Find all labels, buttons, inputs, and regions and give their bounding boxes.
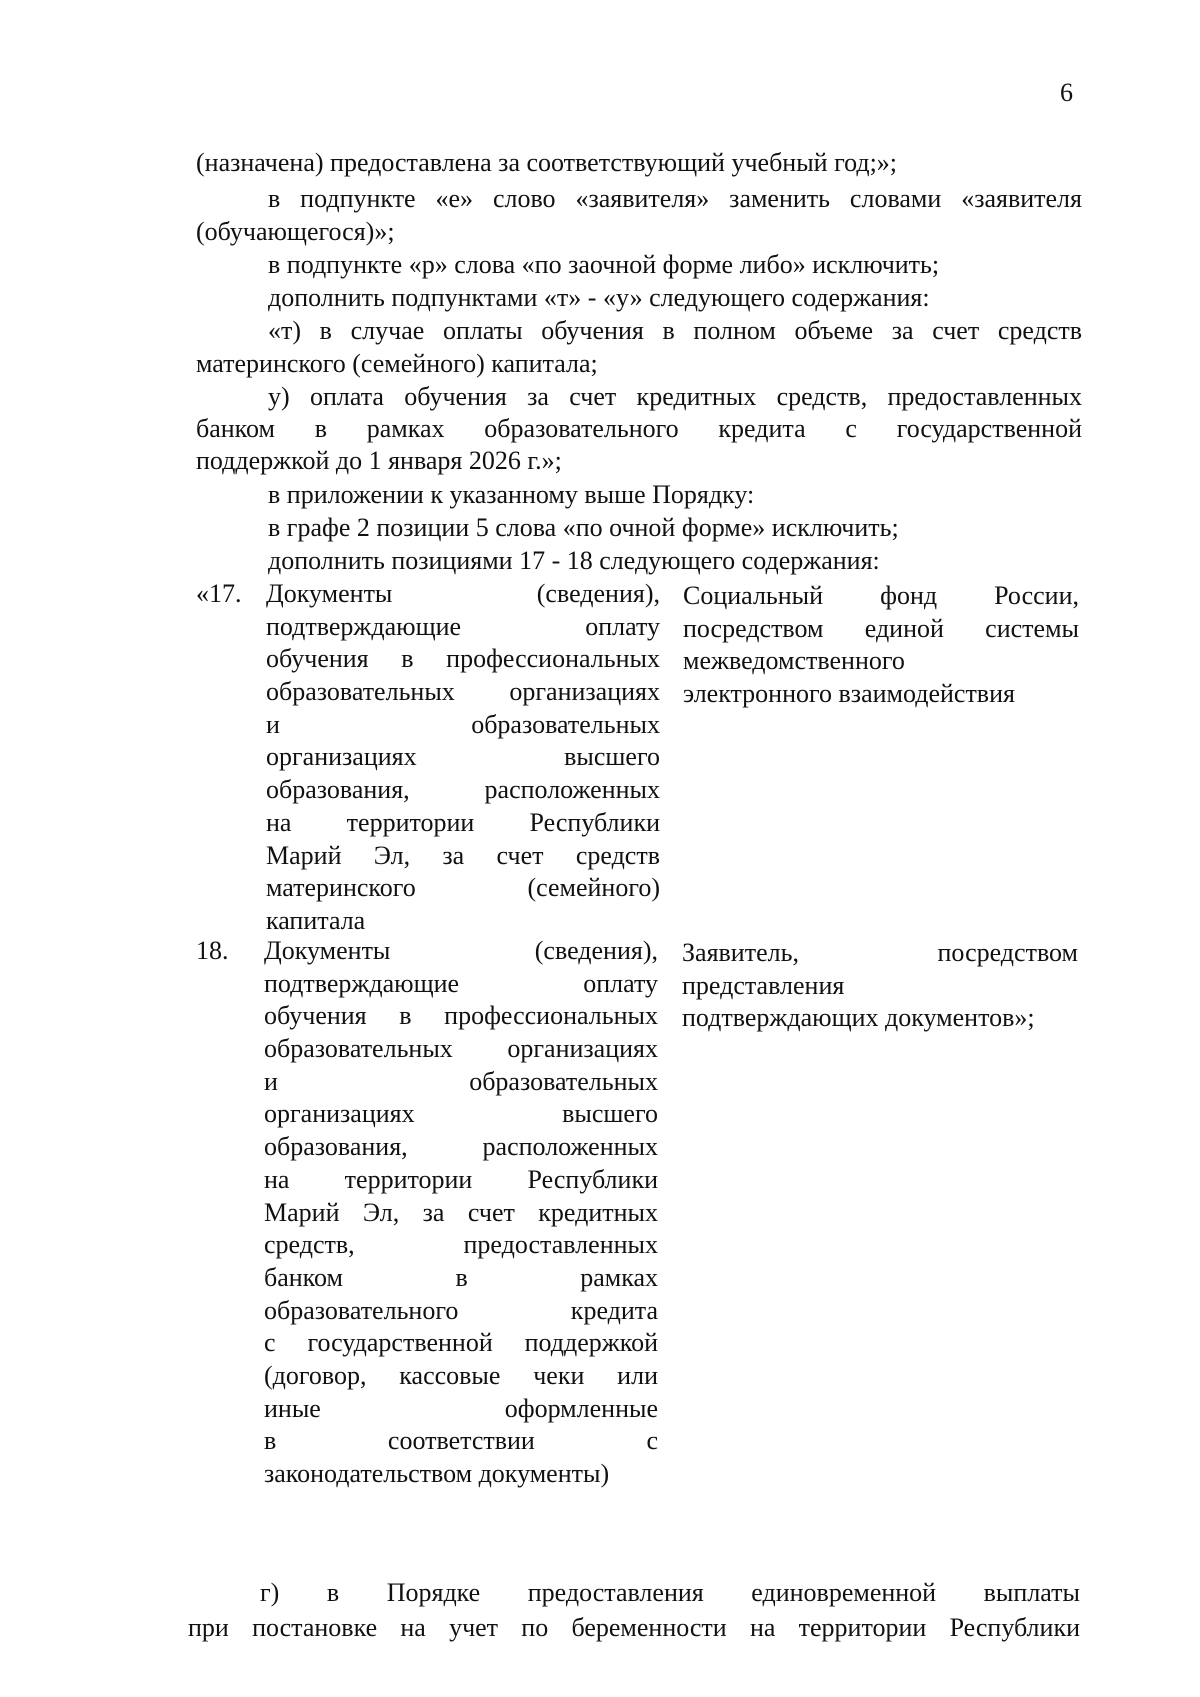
cell-line: межведомственного (683, 646, 905, 676)
intro-line: в графе 2 позиции 5 слова «по очной форме» исключить; (268, 513, 899, 542)
intro-line: дополнить позициями 17 - 18 следующего содержания: (268, 546, 880, 575)
cell-line: образования, расположенных (266, 775, 660, 805)
cell-line: Заявитель, посредством (682, 938, 1078, 967)
intro-line: «т) в случае оплаты обучения в полном объеме за счет средств (268, 316, 1082, 345)
cell-line: на территории Республики (266, 807, 660, 837)
cell-line: организациях высшего (264, 1099, 658, 1129)
intro-line: (обучающегося)»; (196, 217, 395, 246)
cell-line: представления (682, 970, 845, 1000)
table-row-17-source (683, 580, 1079, 711)
intro-line: банком в рамках образовательного кредита с государственной (196, 414, 1082, 443)
cell-line: Документы (сведения), (266, 579, 660, 608)
table-row-number: 18. (196, 936, 229, 965)
closing-line: г) в Порядке предоставления единовременной выплаты (260, 1578, 1080, 1607)
cell-line: иные оформленные (264, 1393, 658, 1423)
cell-line: подтверждающих документов»; (682, 1003, 1035, 1033)
cell-line: обучения в профессиональных (266, 644, 660, 674)
intro-line: в подпункте «р» слова «по заочной форме либо» исключить; (268, 250, 940, 279)
cell-line: и образовательных (264, 1066, 658, 1096)
cell-line: образовательных организациях (264, 1034, 658, 1064)
table-row-17-documents (266, 578, 660, 938)
cell-line: организациях высшего (266, 742, 660, 772)
cell-line: в соответствии с (264, 1426, 658, 1456)
cell-line: образовательных организациях (266, 677, 660, 707)
cell-line: с государственной поддержкой (264, 1328, 658, 1358)
cell-line: банком в рамках (264, 1262, 658, 1292)
table-row-18-source (682, 937, 1078, 1035)
table-row-18-documents (264, 935, 658, 1491)
cell-line: Социальный фонд России, (683, 581, 1079, 610)
closing-line: при постановке на учет по беременности на территории Республики (188, 1613, 1080, 1642)
intro-line: поддержкой до 1 января 2026 г.»; (196, 446, 562, 475)
intro-line: (назначена) предоставлена за соответствующий учебный год;»; (196, 148, 898, 177)
cell-line: (договор, кассовые чеки или (264, 1360, 658, 1390)
cell-line: на территории Республики (264, 1164, 658, 1194)
cell-line: и образовательных (266, 709, 660, 739)
cell-line: Документы (сведения), (264, 936, 658, 965)
cell-line: обучения в профессиональных (264, 1001, 658, 1031)
cell-line: Марий Эл, за счет средств (266, 840, 660, 870)
intro-line: дополнить подпунктами «т» - «у» следующего содержания: (268, 283, 930, 312)
intro-line: в приложении к указанному выше Порядку: (268, 480, 755, 509)
intro-line: материнского (семейного) капитала; (196, 349, 598, 378)
cell-line: образовательного кредита (264, 1295, 658, 1325)
cell-line: средств, предоставленных (264, 1230, 658, 1260)
cell-line: законодательством документы) (264, 1459, 610, 1488)
cell-line: посредством единой системы (683, 613, 1079, 643)
page-number: 6 (1060, 78, 1073, 107)
cell-line: материнского (семейного) (266, 873, 660, 903)
cell-line: Марий Эл, за счет кредитных (264, 1197, 658, 1227)
cell-line: подтверждающие оплату (264, 968, 658, 998)
cell-line: подтверждающие оплату (266, 611, 660, 641)
intro-line: у) оплата обучения за счет кредитных средств, предоставленных (268, 382, 1082, 411)
table-row-number: «17. (196, 579, 242, 608)
cell-line: образования, расположенных (264, 1132, 658, 1162)
intro-line: в подпункте «е» слово «заявителя» заменить словами «заявителя (268, 184, 1082, 213)
cell-line: электронного взаимодействия (683, 679, 1015, 709)
cell-line: капитала (266, 905, 366, 935)
